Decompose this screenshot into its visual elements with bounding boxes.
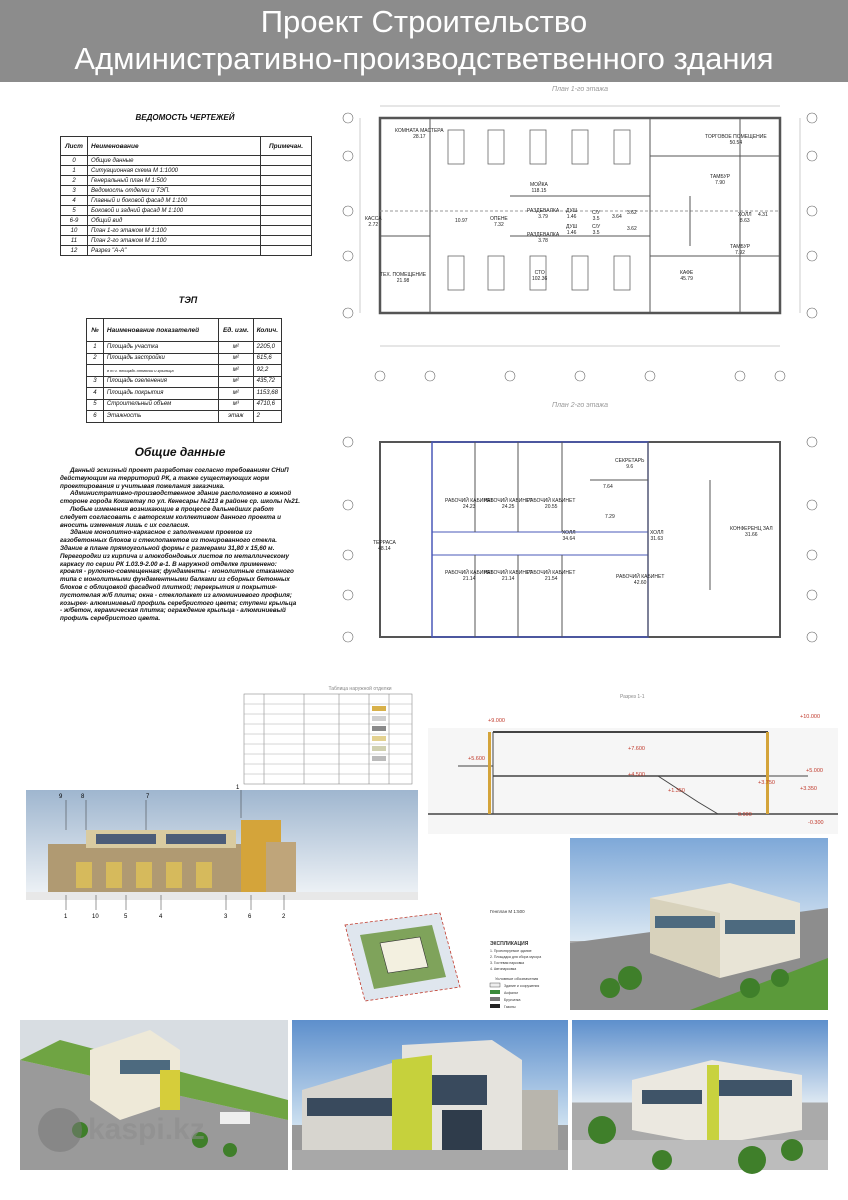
- sheet-name: Главный и боковой фасад М 1:100: [88, 196, 261, 206]
- site-plan-title: Генплан М 1:500: [490, 909, 525, 914]
- table-row: [61, 216, 312, 226]
- column-header: Колич.: [253, 319, 281, 342]
- room-area: 3.64: [612, 214, 622, 220]
- room-area: 7.29: [605, 514, 615, 520]
- room-name: РАБОЧИЙ КАБИНЕТ: [484, 498, 533, 504]
- room-name: ТОРГОВОЕ ПОМЕЩЕНИЕ: [705, 134, 767, 140]
- sheet-note: [261, 206, 312, 216]
- room-name: ТЕРРАСА: [373, 540, 396, 546]
- tep-value: 615,6: [253, 353, 281, 365]
- room-area: 24.25: [501, 504, 515, 510]
- room-label: [365, 216, 382, 228]
- room-label: [616, 574, 664, 586]
- column-header: Неименование: [88, 137, 261, 156]
- table-row: [87, 376, 282, 388]
- room-area: 48.14: [378, 546, 391, 552]
- column-header: Наименование показателей: [103, 319, 218, 342]
- sheet-number: 12: [61, 246, 88, 256]
- room-area: 50.54: [729, 140, 743, 146]
- section-mark: +4.500: [628, 772, 645, 778]
- room-label: [705, 134, 767, 146]
- table-row: [61, 226, 312, 236]
- room-name: ТАМБУР: [730, 244, 751, 250]
- table-row: [61, 186, 312, 196]
- legend-item: 3. Гостевая парковка: [490, 961, 525, 965]
- tep-indicator: Строительный объем: [103, 399, 218, 411]
- room-label: [627, 210, 637, 216]
- table-row: [61, 206, 312, 216]
- room-name: ХОЛЛ: [738, 212, 752, 218]
- table-row: [61, 176, 312, 186]
- sheet-number: 4: [61, 196, 88, 206]
- tep-table: [86, 318, 282, 423]
- room-area: 21.98: [396, 278, 410, 284]
- sheet-name: План 2-го этажом М 1:100: [88, 236, 261, 246]
- column-header: Лист: [61, 137, 88, 156]
- tep-unit: м²: [219, 365, 254, 377]
- room-label: [395, 128, 444, 140]
- room-label: [373, 540, 396, 552]
- room-label: [615, 458, 644, 470]
- table-row: [61, 166, 312, 176]
- room-name: ТЕХ. ПОМЕЩЕНИЕ: [380, 272, 427, 278]
- room-label: [566, 208, 577, 220]
- section-drawing: [428, 704, 838, 834]
- room-area: 34.64: [562, 536, 576, 542]
- symbol-item: Здание и сооружения: [504, 984, 540, 988]
- room-name: ХОЛЛ: [562, 530, 576, 536]
- sheet-number: 1: [61, 166, 88, 176]
- table-row: [87, 342, 282, 354]
- general-data: [60, 445, 300, 623]
- section-title: Разрез 1-1: [620, 694, 645, 700]
- room-area: 3.78: [538, 238, 548, 244]
- room-label: [592, 224, 600, 236]
- symbols-title: Условные обозначения: [495, 976, 539, 981]
- room-area: 21.54: [544, 576, 558, 582]
- room-label: [532, 270, 547, 282]
- room-label: [380, 272, 426, 284]
- general-paragraph: Административно-производственное здание расположено в южной стороне города Кокшетау по ул. Кенесары №213 в районе ср. школы №21.: [60, 490, 301, 506]
- sheet-name: Общие данные: [88, 156, 261, 166]
- section-mark: +3.750: [758, 780, 775, 786]
- sheet-name: Ведомость отделки и ТЭП.: [88, 186, 261, 196]
- general-title: Общие данные: [134, 445, 226, 459]
- room-label: [527, 570, 575, 582]
- tep-indicator: Площадь застройки: [103, 353, 218, 365]
- room-label: [490, 216, 508, 228]
- tep-number: 4: [87, 388, 104, 400]
- room-area: 7.32: [494, 222, 504, 228]
- tep-unit: м²: [219, 376, 254, 388]
- room-area: 24.23: [462, 504, 476, 510]
- site-plan: [340, 905, 560, 1010]
- room-area: 45.79: [680, 276, 693, 282]
- section-mark: +10.000: [800, 714, 821, 720]
- section-mark: +5.000: [806, 768, 823, 774]
- tep-number: 2: [87, 353, 104, 365]
- legend-item: 2. Площадка для сбора мусора: [490, 955, 542, 959]
- section-mark: +7.600: [628, 746, 645, 752]
- room-name: СТО: [534, 270, 545, 276]
- room-name: КАФЕ: [680, 270, 694, 276]
- sheet-name: План 1-го этажом М 1:100: [88, 226, 261, 236]
- sheet-number: 0: [61, 156, 88, 166]
- room-name: ХОЛЛ: [650, 530, 664, 536]
- sheet-note: [261, 246, 312, 256]
- watermark: [38, 1108, 205, 1152]
- section-mark: +1.350: [668, 788, 685, 794]
- tep-unit: этаж: [219, 411, 254, 423]
- room-area: 28.17: [413, 134, 426, 140]
- facade-label: 1: [236, 785, 240, 791]
- section-mark: 0.000: [738, 812, 752, 818]
- tep-indicator: Площадь участка: [103, 342, 218, 354]
- room-area: 102.36: [532, 276, 548, 282]
- room-area: 10.97: [455, 218, 468, 224]
- facade-label: 2: [282, 914, 286, 920]
- room-area: 2.72: [368, 222, 379, 228]
- drawings-title: ВЕДОМОСТЬ ЧЕРТЕЖЕЙ: [135, 113, 235, 122]
- room-area: 7.64: [603, 484, 613, 490]
- general-paragraph: Здание монолитно-каркасное с заполнением проемов из газобетонных блоков и стеклопакетов из тонированного стекла. Здание в плане прямоугольной формы с размерами 31,80 х 15,60 м. Перегородки из кирпича и алюкобондовых листов по металлическому каркасу по серии РК 1.03.9-2.00 в-1. В наружной отделке применено: кровля - рулонно-совмещенная; фундаменты - монолитные стаканного типа с монолитными фундаментными балками из сборных бетонных блоков с облицовкой фасадной плиткой; перекрытия и покрытия-пустотелая ж/б плита; окна - стеклопакет из алюминиевого профиля; козырек- алюминиевый профиль серебристого цвета; ступени крыльца - ж/бетон, керамическая плитка; ограждение крыльца - алюминиевый профиль серебристого цвета.: [60, 529, 297, 623]
- plan1-title: План 1-го этажа: [552, 86, 608, 93]
- sheet-note: [261, 156, 312, 166]
- room-area: 20.55: [544, 504, 558, 510]
- room-label: [527, 232, 559, 244]
- tep-unit: м³: [219, 399, 254, 411]
- room-name: РАБОЧИЙ КАБИНЕТ: [484, 570, 533, 576]
- sheet-name: Разрез "А-А": [88, 246, 261, 256]
- table-row: [61, 236, 312, 246]
- sheet-note: [261, 226, 312, 236]
- title-line-2: Административно-производстветвенного здания: [74, 41, 774, 76]
- legend-title: ЭКСПЛИКАЦИЯ: [490, 941, 529, 947]
- watermark-text: kaspi.kz: [88, 1113, 205, 1146]
- tep-indicator: в т.ч. площадь отмоски и крыльца: [103, 365, 218, 377]
- room-area: 7.92: [735, 250, 745, 256]
- room-label: [730, 244, 750, 256]
- sheet-name: Боковой и задний фасад М 1:100: [88, 206, 261, 216]
- room-label: [650, 530, 664, 542]
- legend-item: 4. Автопарковка: [490, 967, 517, 971]
- tep-number: 6: [87, 411, 104, 423]
- legend-item: 1. Проектируемое здание: [490, 949, 532, 953]
- room-label: [710, 174, 730, 186]
- general-paragraph: Данный эскизный проект разработан согласно требованиям СНиП действующим на территорий РК, а также существующих норм проектирования и учитывая пожелания заказчика.: [60, 467, 289, 490]
- room-label: [566, 224, 577, 236]
- section-mark: -0.300: [808, 820, 824, 826]
- room-area: 4.31: [758, 212, 768, 218]
- room-label: [562, 530, 576, 542]
- facade-label: 3: [224, 914, 228, 920]
- room-name: КОНФЕРЕНЦ ЗАЛ: [730, 526, 773, 532]
- facade-label: 5: [124, 914, 128, 920]
- facade-label: 10: [92, 914, 99, 920]
- table-row: [61, 156, 312, 166]
- sheet-number: 5: [61, 206, 88, 216]
- tep-unit: м²: [219, 388, 254, 400]
- room-label: [592, 210, 600, 222]
- symbol-item: Асфальт: [504, 991, 519, 995]
- room-label: [484, 498, 532, 510]
- tep-unit: м²: [219, 342, 254, 354]
- sheet-number: 3: [61, 186, 88, 196]
- room-area: 3.5: [592, 230, 600, 236]
- tep-unit: м²: [219, 353, 254, 365]
- sheet-note: [261, 186, 312, 196]
- tep-value: 1153,68: [253, 388, 281, 400]
- room-area: 21.14: [462, 576, 476, 582]
- facade-label: 1: [64, 914, 68, 920]
- table-row: [87, 388, 282, 400]
- room-name: С/У: [592, 210, 601, 216]
- room-area: 3.62: [627, 210, 637, 216]
- sheet-name: Генеральный план М 1:500: [88, 176, 261, 186]
- room-area: 3.62: [627, 226, 637, 232]
- room-area: 3.5: [592, 216, 600, 222]
- table-row: [61, 196, 312, 206]
- sheet-number: 11: [61, 236, 88, 246]
- table-row: [61, 246, 312, 256]
- room-name: ОПЕНЕ: [490, 216, 508, 222]
- room-name: МОЙКА: [530, 182, 548, 188]
- room-area: 9.6: [626, 464, 634, 470]
- table-row: [87, 399, 282, 411]
- column-header: Ед. изм.: [219, 319, 254, 342]
- room-label: [527, 208, 559, 220]
- room-area: 7.90: [715, 180, 725, 186]
- tep-indicator: Площадь озеленения: [103, 376, 218, 388]
- room-label: [758, 212, 768, 218]
- room-label: [738, 212, 752, 224]
- room-label: [612, 214, 622, 220]
- drawings-table: [60, 136, 312, 256]
- finishes-table: [244, 694, 414, 786]
- room-name: РАБОЧИЙ КАБИНЕТ: [445, 498, 494, 504]
- room-label: [484, 570, 532, 582]
- room-area: 1.46: [566, 230, 577, 236]
- room-area: 8.63: [739, 218, 750, 224]
- table-row: [87, 353, 282, 365]
- column-header: Примечан.: [261, 137, 312, 156]
- room-label: [605, 514, 615, 520]
- sheet-note: [261, 236, 312, 246]
- room-area: 31.66: [745, 532, 758, 538]
- room-label: [680, 270, 693, 282]
- render-side: [572, 1020, 828, 1170]
- front-facade: [26, 785, 418, 920]
- room-area: 1.46: [566, 214, 577, 220]
- tep-value: 2205,0: [253, 342, 281, 354]
- room-name: ДУШ: [566, 208, 578, 214]
- room-name: ДУШ: [566, 224, 578, 230]
- room-label: [627, 226, 637, 232]
- room-label: [530, 182, 548, 194]
- room-name: СЕКРЕТАРЬ: [615, 458, 645, 464]
- sheet-number: 2: [61, 176, 88, 186]
- facade-label: 8: [81, 794, 85, 800]
- facade-label: 4: [159, 914, 163, 920]
- sheet-note: [261, 176, 312, 186]
- tep-indicator: Площадь покрытия: [103, 388, 218, 400]
- sheet-number: 10: [61, 226, 88, 236]
- symbol-item: Брусчатка: [504, 998, 521, 1002]
- render-street: [292, 1020, 568, 1170]
- table-row: [87, 411, 282, 423]
- room-name: КОМНАТА МАСТЕРА: [395, 128, 444, 134]
- room-area: 42.60: [633, 580, 647, 586]
- room-area: 118.15: [531, 188, 547, 194]
- tep-number: 1: [87, 342, 104, 354]
- general-paragraph: Любые изменения возникающие в процессе дальнейших работ следует согласовать с авторским коллективом данного проекта и вносить изменения лишь с их согласия.: [60, 505, 281, 529]
- tep-value: 4710,6: [253, 399, 281, 411]
- room-label: [455, 218, 468, 224]
- title-line-1: Проект Строительство: [260, 4, 588, 39]
- room-label: [603, 484, 613, 490]
- room-name: РАБОЧИЙ КАБИНЕТ: [527, 498, 576, 504]
- tep-value: 2: [253, 411, 281, 423]
- section-mark: +5.600: [468, 756, 485, 762]
- floor-plan-2: [340, 420, 820, 665]
- render-aerial-right: [570, 838, 828, 1010]
- room-name: РАБОЧИЙ КАБИНЕТ: [445, 570, 494, 576]
- plan2-title: План 2-го этажа: [552, 402, 608, 409]
- facade-label: 9: [59, 794, 63, 800]
- sheet-name: Общий вид: [88, 216, 261, 226]
- room-name: РАЗДЕВАЛКА: [527, 208, 560, 214]
- room-area: 3.79: [538, 214, 548, 220]
- tep-value: 435,72: [253, 376, 281, 388]
- room-label: [527, 498, 575, 510]
- room-name: РАБОЧИЙ КАБИНЕТ: [616, 574, 665, 580]
- symbol-item: Газоны: [504, 1005, 516, 1009]
- room-name: ТАМБУР: [710, 174, 731, 180]
- section-mark: +9.000: [488, 718, 505, 724]
- room-area: 31.63: [650, 536, 664, 542]
- poster-header: [0, 0, 848, 82]
- tep-title: ТЭП: [178, 295, 198, 305]
- tep-value: 92,2: [253, 365, 281, 377]
- sheet-name: Ситуационная схема М 1:1000: [88, 166, 261, 176]
- watermark-logo-icon: [38, 1108, 82, 1152]
- tep-number: [87, 365, 104, 377]
- sheet-note: [261, 166, 312, 176]
- facade-label: 6: [248, 914, 252, 920]
- tep-number: 5: [87, 399, 104, 411]
- room-name: С/У: [592, 224, 601, 230]
- finishes-title: Таблица наружной отделки: [328, 686, 392, 692]
- facade-label: 7: [146, 794, 150, 800]
- sheet-note: [261, 216, 312, 226]
- section-mark: +3.350: [800, 786, 817, 792]
- room-area: 21.14: [501, 576, 515, 582]
- room-name: РАБОЧИЙ КАБИНЕТ: [527, 570, 576, 576]
- sheet-note: [261, 196, 312, 206]
- tep-number: 3: [87, 376, 104, 388]
- tep-indicator: Этажность: [103, 411, 218, 423]
- room-name: РАЗДЕВАЛКА: [527, 232, 560, 238]
- table-row: [87, 365, 282, 377]
- room-label: [730, 526, 773, 538]
- column-header: №: [87, 319, 104, 342]
- room-name: КАССА: [365, 216, 382, 222]
- sheet-number: 6-9: [61, 216, 88, 226]
